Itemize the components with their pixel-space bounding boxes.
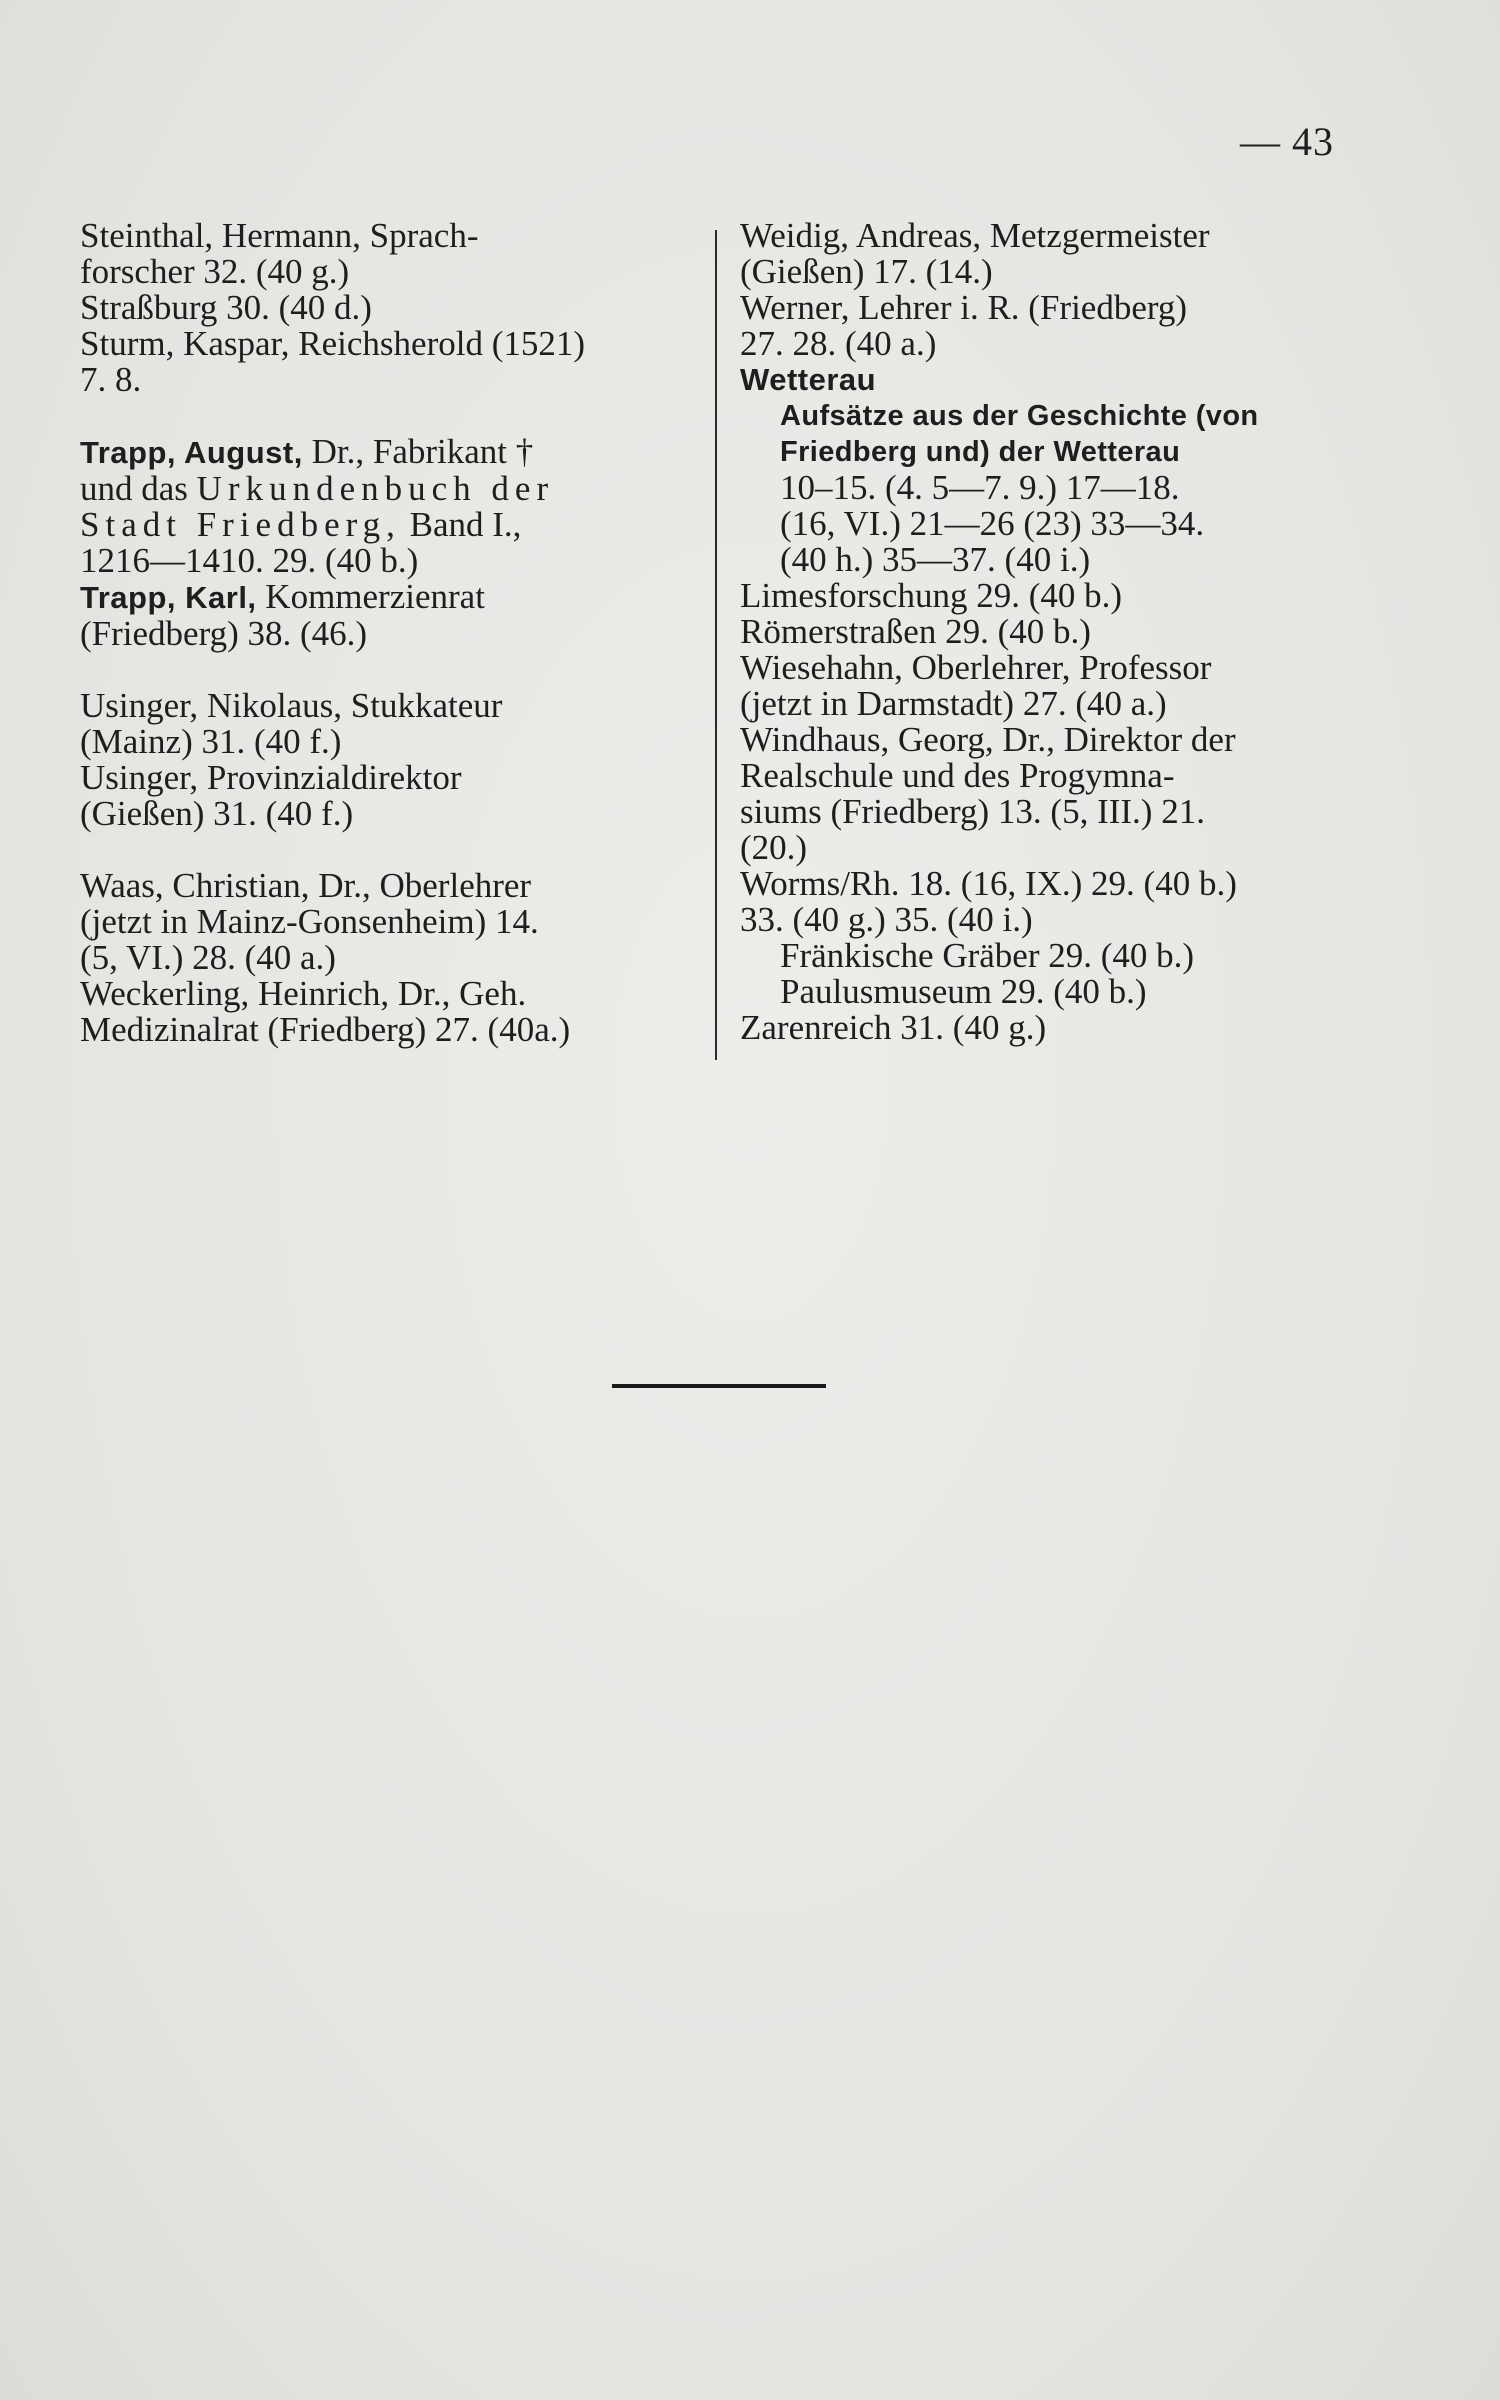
index-entry-usinger-provinz: Usinger, Provinzialdirektor (Gießen) 31. (40 f.)	[80, 758, 462, 833]
left-column	[80, 218, 700, 1048]
index-entry-strassburg: Straßburg 30. (40 d.)	[80, 288, 372, 327]
index-entry-usinger-nikolaus: Usinger, Nikolaus, Stukkateur (Mainz) 31. (40 f.)	[80, 686, 503, 761]
index-entry-windhaus: Windhaus, Georg, Dr., Direktor der Realschule und des Progymna- siums (Friedberg) 13. (5, III.) 21. (20.)	[740, 720, 1236, 867]
index-entry-worms: Worms/Rh. 18. (16, IX.) 29. (40 b.) 33. (40 g.) 35. (40 i.) Fränkische Gräber 29. (40 b.) Paulusmuseum 29. (40 b.)	[740, 864, 1237, 1011]
end-rule	[612, 1384, 826, 1388]
index-entry-trapp-karl: Trapp, Karl, Kommerzienrat (Friedberg) 38. (46.)	[80, 577, 485, 653]
index-entry-steinthal: Steinthal, Hermann, Sprach- forscher 32. (40 g.)	[80, 216, 479, 291]
page-number: — 43	[1240, 119, 1334, 164]
index-entry-wetterau: Wetterau Aufsätze aus der Geschichte (von Friedberg und) der Wetterau 10–15. (4. 5—7. 9.) 17—18. (16, VI.) 21—26 (23) 33—34. (40 h.) 35—37. (40 i.) Limesforschung 29. (40 b.) Römerstraßen 29. (40 b.)	[740, 362, 1360, 650]
wetterau-aufsaetze: Aufsätze aus der Geschichte (von Friedberg und) der Wetterau 10–15. (4. 5—7. 9.) 17—18. (16, VI.) 21—26 (23) 33—34. (40 h.) 35—37. (40 i.)	[780, 400, 1259, 579]
right-column	[740, 218, 1360, 1046]
index-entry-weidig: Weidig, Andreas, Metzgermeister (Gießen) 17. (14.)	[740, 216, 1210, 291]
index-entry-sturm: Sturm, Kaspar, Reichsherold (1521) 7. 8.	[80, 324, 586, 399]
index-entry-werner: Werner, Lehrer i. R. (Friedberg) 27. 28. (40 a.)	[740, 288, 1188, 363]
index-entry-wiesehahn: Wiesehahn, Oberlehrer, Professor (jetzt in Darmstadt) 27. (40 a.)	[740, 648, 1212, 723]
column-divider	[715, 230, 717, 1060]
index-entry-waas: Waas, Christian, Dr., Oberlehrer (jetzt in Mainz-Gonsenheim) 14. (5, VI.) 28. (40 a.)	[80, 866, 539, 977]
index-entry-weckerling: Weckerling, Heinrich, Dr., Geh. Medizinalrat (Friedberg) 27. (40a.)	[80, 974, 571, 1049]
index-entry-trapp-august: Trapp, August, Dr., Fabrikant † und das Urkundenbuch der Stadt Friedberg, Band I., 1216—1410. 29. (40 b.)	[80, 432, 555, 580]
index-entry-zarenreich: Zarenreich 31. (40 g.)	[740, 1008, 1047, 1047]
